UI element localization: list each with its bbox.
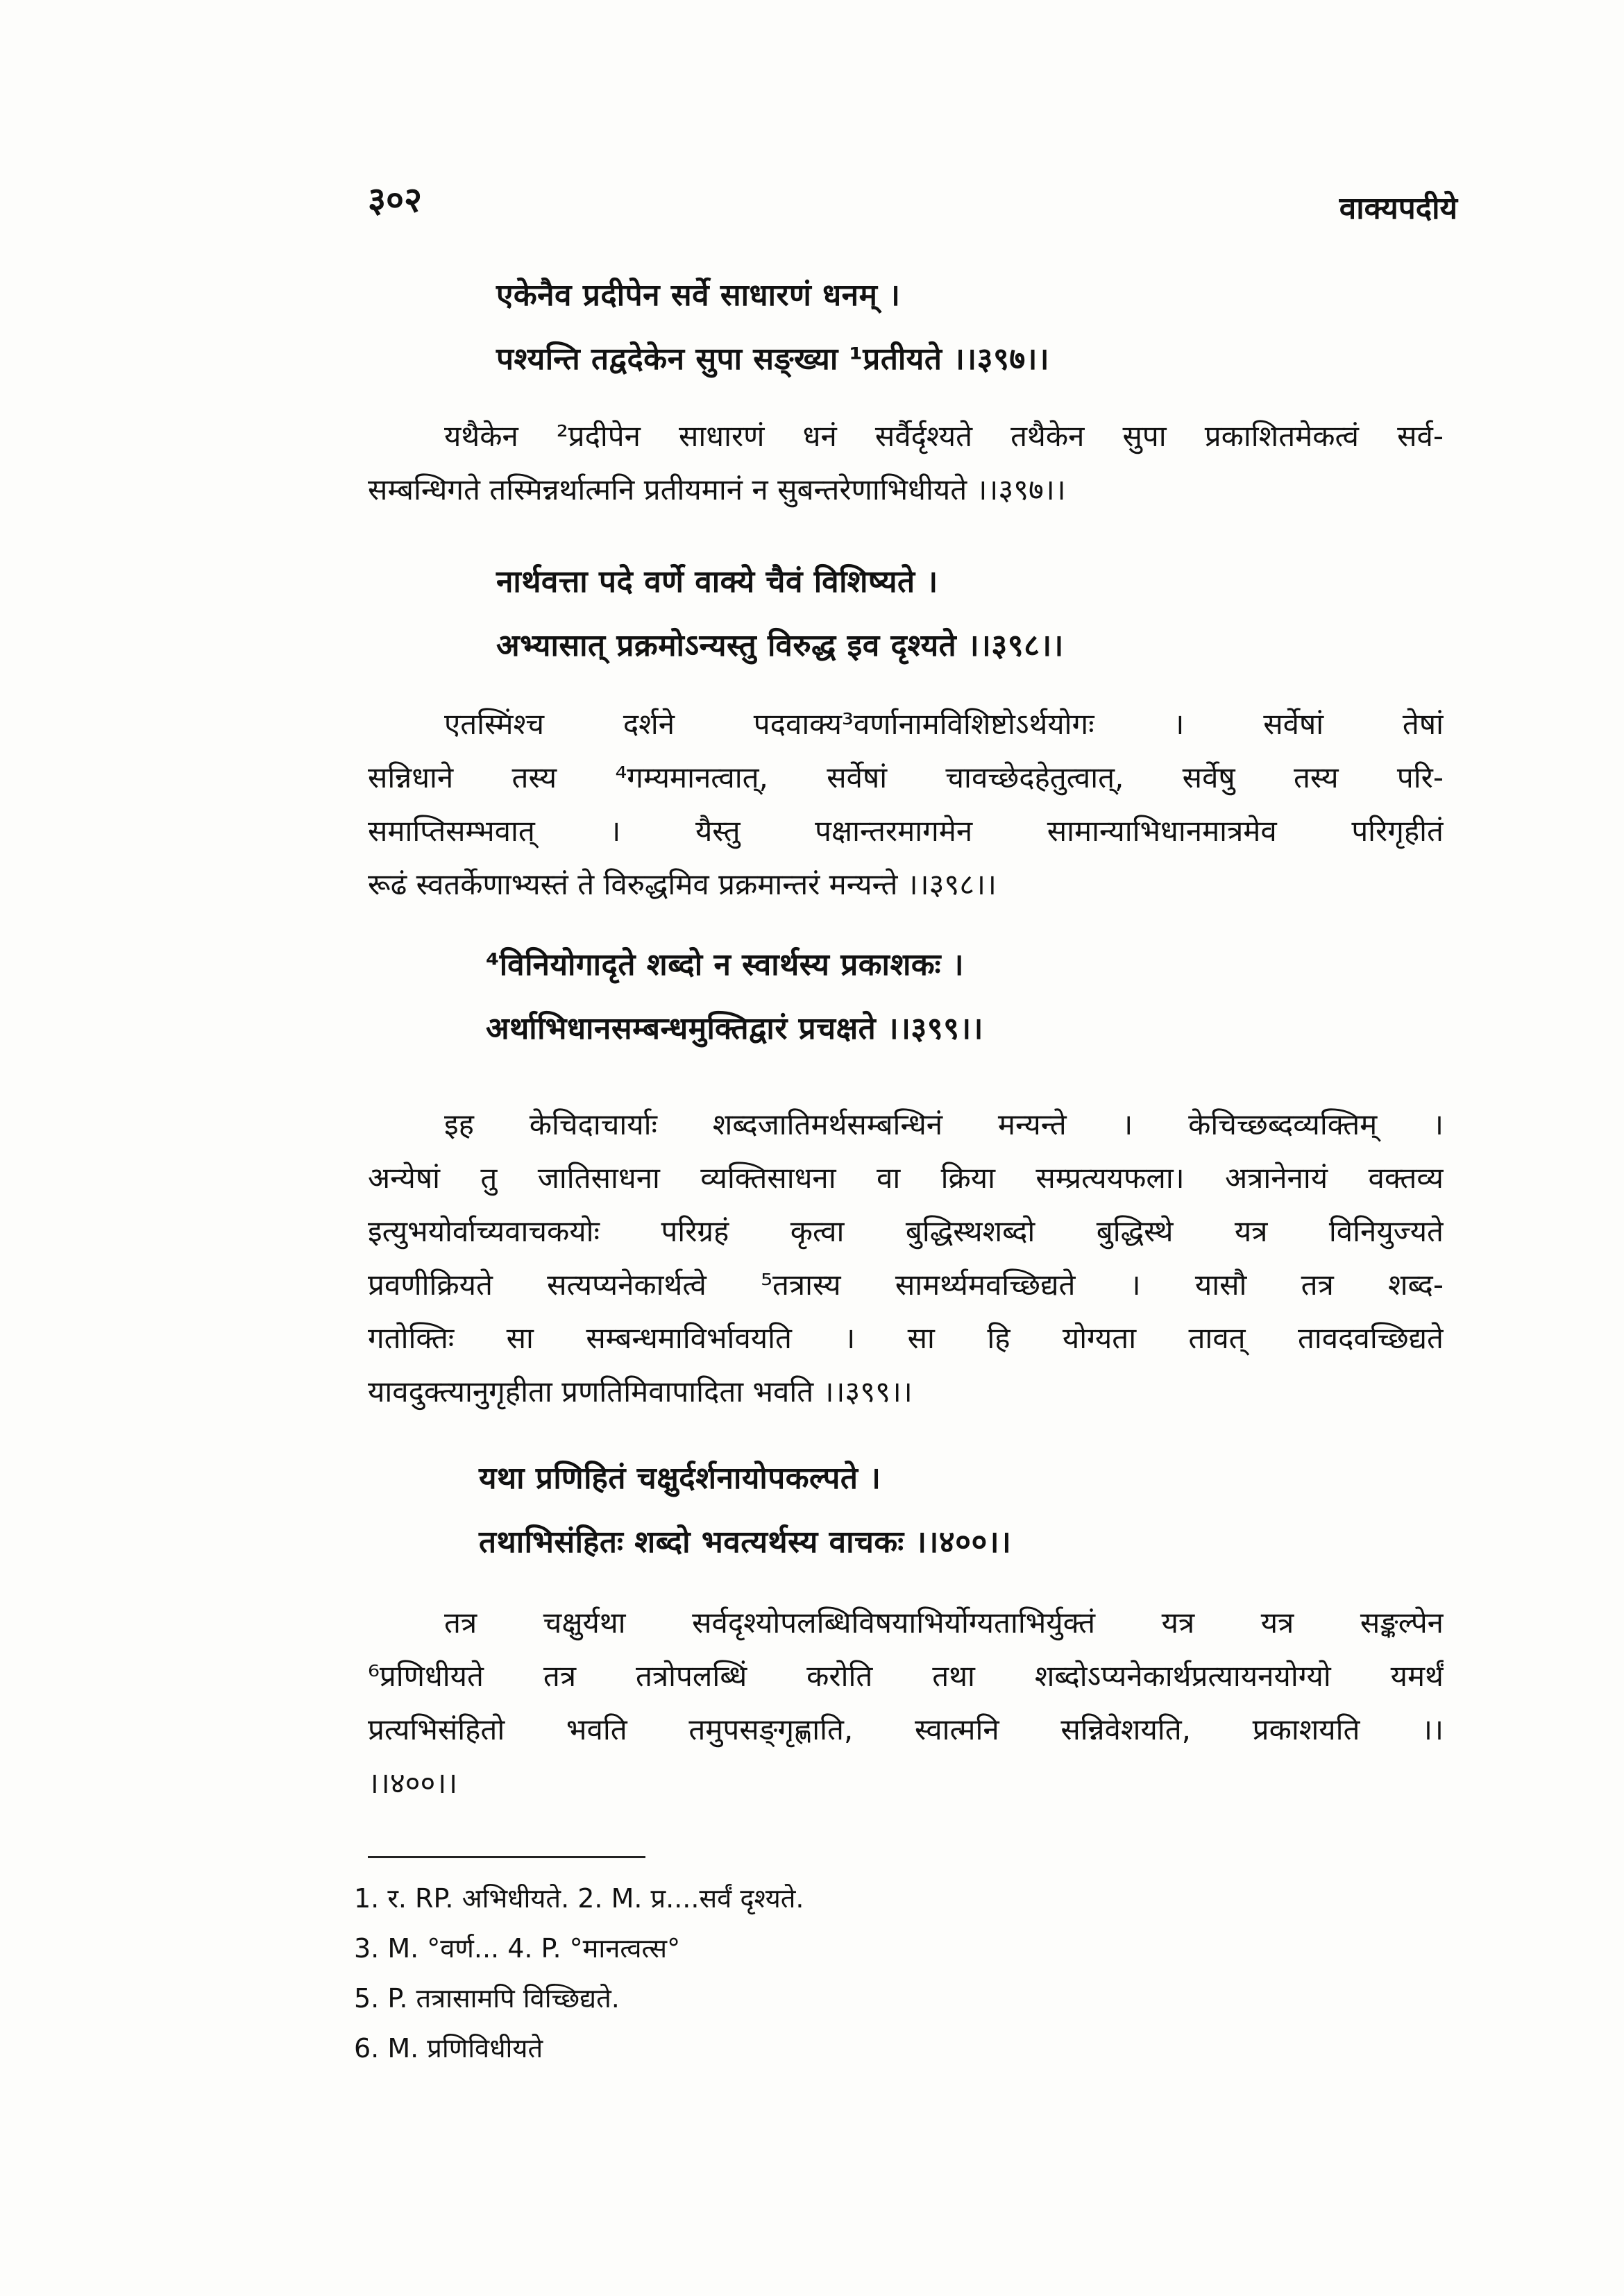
page-number: ३०२ — [368, 180, 422, 220]
verse-399 — [486, 933, 983, 1061]
commentary-line: रूढं स्वतर्केणाभ्यस्तं ते विरुद्धमिव प्रक्रमान्तरं मन्यन्ते ।।३९८।। — [368, 867, 997, 901]
commentary-line: प्रत्यभिसंहितो भवति तमुपसङ्गृह्णाति, स्वात्मनि सन्निवेशयति, प्रकाशयति ।। — [368, 1712, 1444, 1746]
verse-line: नार्थवत्ता पदे वर्णे वाक्ये चैवं विशिष्यते । — [496, 564, 938, 599]
footnote: 3. M. °वर्ण... 4. P. °मानत्वत्स° — [354, 1933, 681, 1964]
verse-398 — [496, 550, 1064, 678]
commentary-line: ⁶प्रणिधीयते तत्र तत्रोपलब्धिं करोति तथा शब्दोऽप्यनेकार्थप्रत्यायनयोग्यो यमर्थं — [368, 1659, 1444, 1693]
footnote: 5. P. तत्रासामपि विच्छिद्यते. — [354, 1983, 620, 2014]
footnotes — [354, 1873, 804, 2073]
verse-line: तथाभिसंहितः शब्दो भवत्यर्थस्य वाचकः ।।४००।। — [479, 1524, 1012, 1560]
commentary-line: ।।४००।। — [368, 1766, 458, 1800]
commentary-399 — [368, 1098, 1444, 1418]
commentary-398 — [368, 697, 1444, 911]
footnote: 1. र. RP. अभिधीयते. 2. M. प्र....सर्वं दृश्यते. — [354, 1883, 804, 1914]
verse-line: अर्थाभिधानसम्बन्धमुक्तिद्वारं प्रचक्षते ।।३९९।। — [486, 1011, 983, 1046]
commentary-line: अन्येषां तु जातिसाधना व्यक्तिसाधना वा क्रिया सम्प्रत्ययफला। अत्रानेनायं वक्तव्य — [368, 1161, 1444, 1195]
commentary-400 — [368, 1596, 1444, 1810]
commentary-line: यथैकेन ²प्रदीपेन साधारणं धनं सर्वैर्दृश्यते तथैकेन सुपा प्रकाशितमेकत्वं सर्व- — [444, 419, 1444, 453]
commentary-line: इत्युभयोर्वाच्यवाचकयोः परिग्रहं कृत्वा बुद्धिस्थशब्दो बुद्धिस्थे यत्र विनियुज्यते — [368, 1214, 1444, 1248]
footnote-divider — [368, 1856, 645, 1858]
verse-line: यथा प्रणिहितं चक्षुर्दर्शनायोपकल्पते । — [479, 1461, 881, 1496]
commentary-line: समाप्तिसम्भवात् । यैस्तु पक्षान्तरमागमेन सामान्याभिधानमात्रमेव परिगृहीतं — [368, 814, 1444, 848]
commentary-line: गतोक्तिः सा सम्बन्धमाविर्भावयति । सा हि योग्यता तावत् तावदवच्छिद्यते — [368, 1321, 1444, 1355]
running-title: वाक्यपदीये — [1339, 191, 1457, 226]
verse-line: एकेनैव प्रदीपेन सर्वे साधारणं धनम् । — [496, 278, 901, 313]
verse-397 — [496, 264, 1049, 391]
commentary-line: तत्र चक्षुर्यथा सर्वदृश्योपलब्धिविषयाभिर्योग्यताभिर्युक्तं यत्र यत्र सङ्कल्पेन — [444, 1606, 1444, 1640]
verse-400 — [479, 1447, 1011, 1574]
commentary-line: इह केचिदाचार्याः शब्दजातिमर्थसम्बन्धिनं मन्यन्ते । केचिच्छब्दव्यक्तिम् । — [444, 1107, 1444, 1141]
footnote: 6. M. प्रणिविधीयते — [354, 2033, 543, 2064]
commentary-line: प्रवणीक्रियते सत्यप्यनेकार्थत्वे ⁵तत्रास्य सामर्थ्यमवच्छिद्यते । यासौ तत्र शब्द- — [368, 1268, 1444, 1302]
verse-line: पश्यन्ति तद्वदेकेन सुपा सङ्ख्या ¹प्रतीयते ।।३९७।। — [496, 341, 1050, 377]
commentary-line: सन्निधाने तस्य ⁴गम्यमानत्वात्, सर्वेषां चावच्छेदहेतुत्वात्, सर्वेषु तस्य परि- — [368, 760, 1444, 794]
verse-line: अभ्यासात् प्रक्रमोऽन्यस्तु विरुद्ध इव दृश्यते ।।३९८।। — [496, 628, 1064, 663]
commentary-line: सम्बन्धिगते तस्मिन्नर्थात्मनि प्रतीयमानं न सुबन्तरेणाभिधीयते ।।३९७।। — [368, 473, 1066, 507]
commentary-line: एतस्मिंश्च दर्शने पदवाक्य³वर्णानामविशिष्टोऽर्थयोगः । सर्वेषां तेषां — [444, 707, 1444, 741]
commentary-397 — [368, 409, 1444, 516]
verse-line: ⁴विनियोगादृते शब्दो न स्वार्थस्य प्रकाशकः । — [486, 947, 965, 983]
commentary-line: यावदुक्त्यानुगृहीता प्रणतिमिवापादिता भवति ।।३९९।। — [368, 1375, 913, 1409]
